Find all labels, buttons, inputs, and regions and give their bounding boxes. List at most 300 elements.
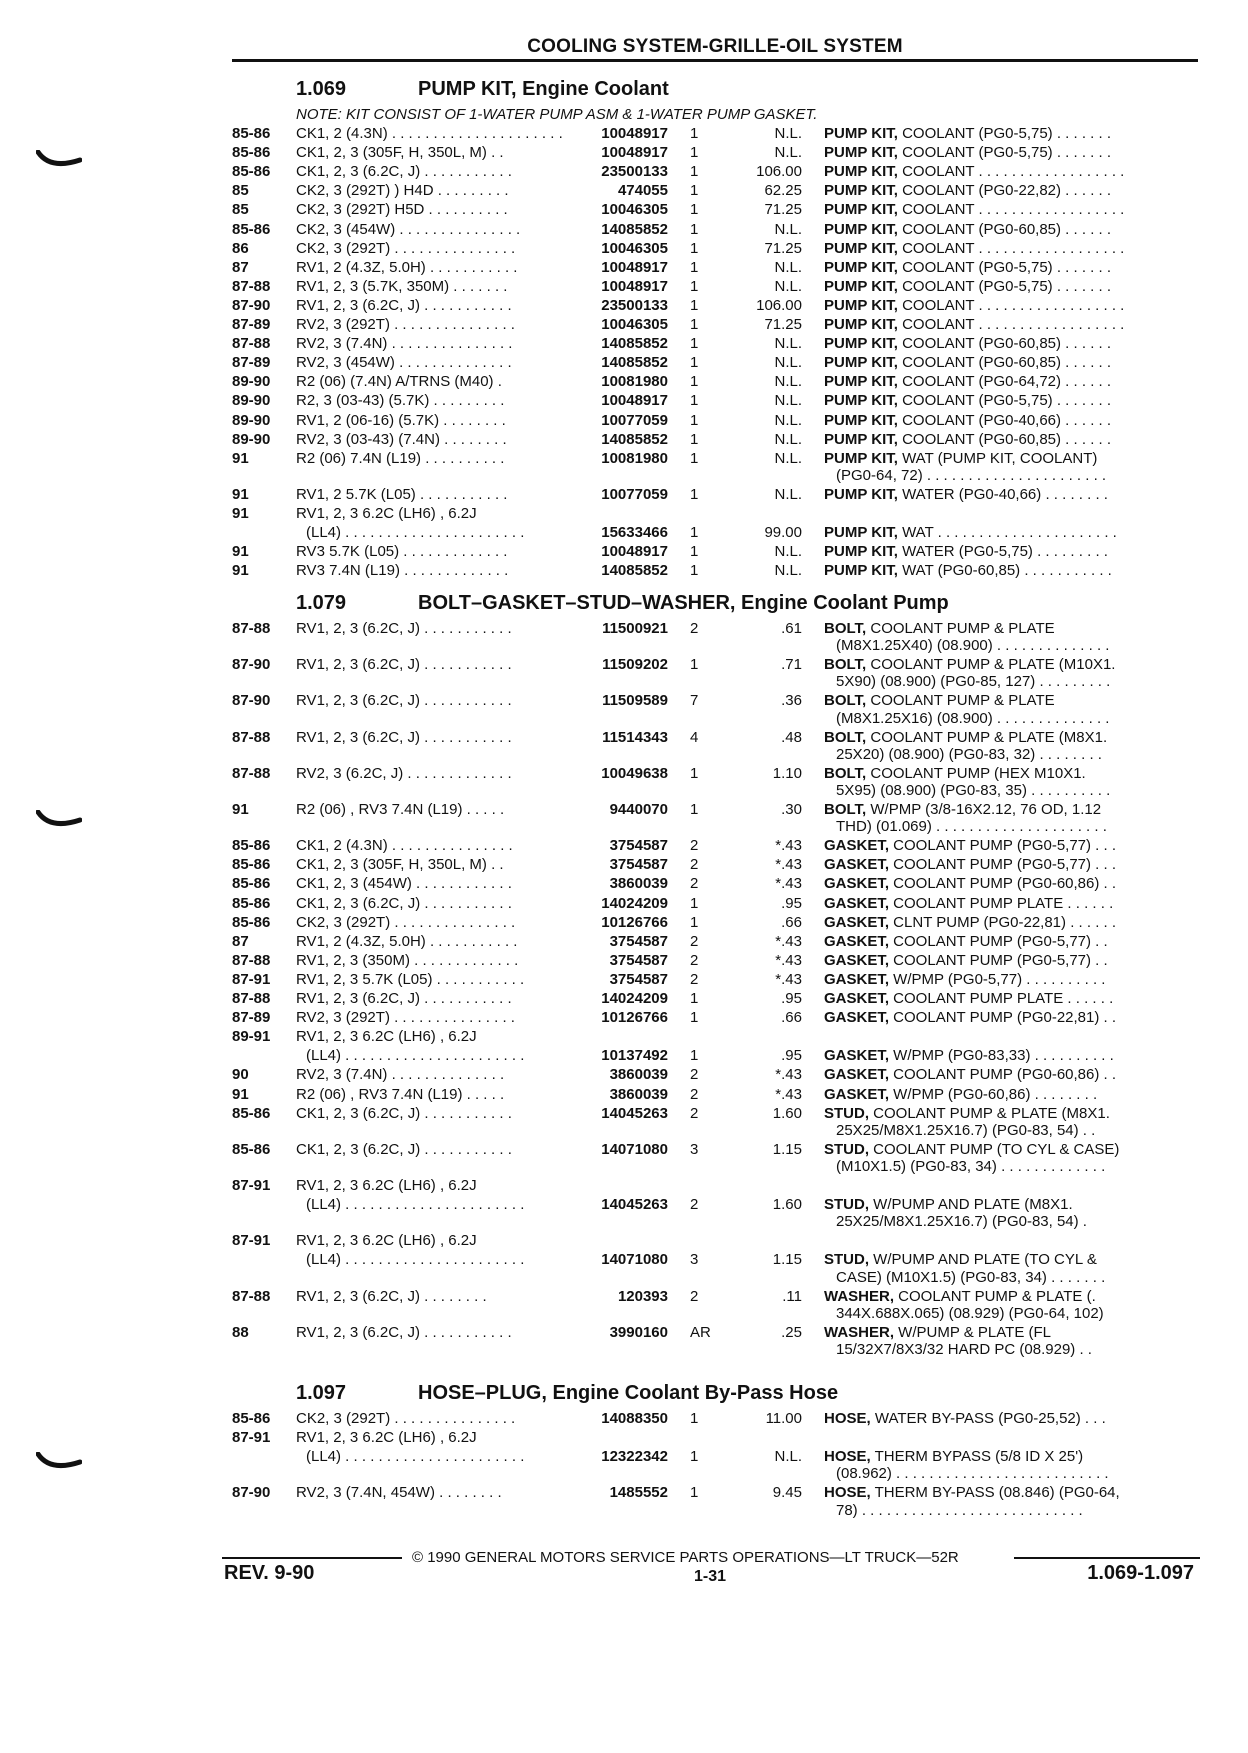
part-number: 14045263 (601, 1104, 668, 1122)
description-detail: W/PUMP AND PLATE (TO CYL & (869, 1251, 1097, 1269)
description (824, 297, 1190, 315)
description-noun: BOLT, (824, 656, 867, 674)
table-row-continued (0, 1448, 1248, 1466)
price: 71.25 (764, 316, 802, 333)
quantity: 1 (690, 562, 699, 580)
model-years: 85-86 (232, 220, 271, 238)
part-number: 14045263 (601, 1196, 668, 1214)
description (824, 1410, 1190, 1428)
description (824, 562, 1190, 580)
model-years: 85-86 (232, 875, 271, 893)
model-years: 87-88 (232, 620, 271, 637)
application: RV1, 2, 3 (6.2C, J) . . . . . . . . . . . (296, 728, 512, 746)
table-row (0, 221, 1248, 239)
application: CK1, 2 (4.3N) . . . . . . . . . . . . . . . . . . . . . (296, 125, 563, 142)
part-number: 23500133 (601, 163, 668, 181)
table-row (0, 543, 1248, 561)
description-noun: STUD, (824, 1251, 869, 1269)
table-row (0, 335, 1248, 353)
price: *.43 (775, 1085, 802, 1103)
part-number: 474055 (617, 182, 668, 200)
description-detail: COOLANT PUMP (HEX M10X1. (866, 764, 1086, 782)
description-noun: GASKET, (824, 837, 890, 855)
application: RV1, 2, 3 6.2C (LH6) , 6.2J (296, 1028, 477, 1046)
price: *.43 (775, 856, 802, 874)
description (824, 221, 1190, 239)
table-row (0, 431, 1248, 449)
model-years: 87-88 (232, 728, 271, 746)
table-row (0, 240, 1248, 258)
description (824, 1047, 1190, 1065)
description-detail: COOLANT (PG0-60,85) . . . . . . (897, 335, 1112, 353)
description-noun: BOLT, (824, 692, 867, 710)
part-number: 14085852 (601, 335, 668, 353)
part-number: 23500133 (601, 296, 668, 314)
quantity: 2 (690, 951, 699, 969)
quantity: 1 (690, 430, 699, 448)
table-row (0, 895, 1248, 913)
description-detail: WATER BY-PASS (PG0-25,52) . . . (870, 1410, 1106, 1427)
description (824, 729, 1190, 747)
part-number: 12322342 (601, 1448, 668, 1466)
description-noun: GASKET, (824, 913, 890, 931)
price: *.43 (775, 837, 802, 855)
description-detail: WATER (PG0-40,66) . . . . . . . . (897, 485, 1108, 503)
part-number: 9440070 (609, 801, 668, 818)
model-years: 87-90 (232, 1484, 271, 1502)
model-years: 89-90 (232, 430, 271, 448)
description (824, 524, 1190, 542)
application: R2, 3 (03-43) (5.7K) . . . . . . . . . (296, 392, 505, 410)
description-detail: W/PMP (PG0-60,86) . . . . . . . . (889, 1085, 1098, 1103)
model-years: 87-89 (232, 316, 271, 333)
description (824, 450, 1190, 468)
description-detail: THERM BYPASS (5/8 ID X 25') (870, 1448, 1084, 1466)
table-row (0, 692, 1248, 710)
table-row (0, 1009, 1248, 1027)
description (824, 144, 1190, 162)
description-noun: STUD, (824, 1196, 869, 1214)
model-years: 89-90 (232, 392, 271, 410)
part-number: 10137492 (601, 1047, 668, 1065)
page-number: 1-31 (694, 1568, 727, 1585)
description-detail: COOLANT (PG0-22,82) . . . . . . (897, 182, 1112, 200)
table-row (0, 1410, 1248, 1428)
description-noun: PUMP KIT, (824, 220, 898, 238)
description-detail: W/PUMP & PLATE (FL (894, 1323, 1051, 1341)
table-row (0, 801, 1248, 819)
description-noun: GASKET, (824, 1085, 890, 1103)
part-number: 14024209 (601, 894, 668, 912)
model-years: 85 (232, 182, 249, 200)
description-detail: WAT (PUMP KIT, COOLANT) (897, 449, 1098, 467)
model-years: 85-86 (232, 125, 271, 142)
description-detail: COOLANT PUMP (PG0-60,86) . . (889, 1066, 1117, 1084)
model-years: 85-86 (232, 1410, 271, 1427)
description-detail: W/PMP (PG0-5,77) . . . . . . . . . . (889, 970, 1106, 988)
description (824, 316, 1190, 334)
application: RV1, 2, 3 (6.2C, J) . . . . . . . . . . . (296, 1323, 512, 1341)
application: CK1, 2, 3 (6.2C, J) . . . . . . . . . . . (296, 894, 512, 912)
application: RV3 7.4N (L19) . . . . . . . . . . . . . (296, 562, 509, 580)
part-number: 10048917 (601, 144, 668, 162)
model-years: 87-91 (232, 1429, 271, 1447)
model-years: 86 (232, 239, 249, 257)
price: .71 (781, 656, 802, 674)
description-continued: 344X.688X.065) (08.929) (PG0-64, 102) (836, 1304, 1104, 1322)
part-number: 10048917 (601, 392, 668, 410)
part-number: 10126766 (601, 1009, 668, 1027)
price: 106.00 (756, 163, 802, 181)
table-row (0, 1177, 1248, 1195)
revision-label: REV. 9-90 (224, 1562, 315, 1584)
quantity: 1 (690, 411, 699, 429)
quantity: 3 (690, 1140, 699, 1158)
part-number: 10081980 (601, 373, 668, 391)
footer-rule (222, 1557, 402, 1559)
description-detail: COOLANT PUMP (PG0-5,77) . . . (889, 837, 1117, 855)
part-number: 10046305 (601, 239, 668, 257)
table-row (0, 837, 1248, 855)
description-noun: GASKET, (824, 1047, 890, 1065)
description-continued: 25X25/M8X1.25X16.7) (PG0-83, 54) . (836, 1213, 1087, 1231)
model-years: 85-86 (232, 913, 271, 931)
description (824, 1141, 1190, 1159)
price: 71.25 (764, 201, 802, 219)
description-detail: COOLANT PUMP PLATE . . . . . . (889, 894, 1114, 912)
table-row (0, 971, 1248, 989)
model-years: 87-88 (232, 277, 271, 295)
quantity: 2 (690, 1085, 699, 1103)
price: N.L. (774, 562, 802, 580)
description-detail: COOLANT . . . . . . . . . . . . . . . . . . (897, 316, 1125, 333)
price: .66 (781, 913, 802, 931)
quantity: 1 (690, 894, 699, 912)
model-years: 87-88 (232, 951, 271, 969)
table-row (0, 765, 1248, 783)
part-number: 120393 (617, 1287, 668, 1305)
description (824, 373, 1190, 391)
description-detail: COOLANT (PG0-5,75) . . . . . . . (897, 258, 1112, 276)
description-noun: GASKET, (824, 1009, 890, 1027)
price: 71.25 (764, 239, 802, 257)
quantity: 1 (690, 1410, 699, 1427)
quantity: 1 (690, 524, 699, 542)
table-row (0, 1232, 1248, 1250)
application: R2 (06) , RV3 7.4N (L19) . . . . . (296, 801, 505, 818)
price: .66 (781, 1009, 802, 1027)
table-row (0, 316, 1248, 334)
application: RV1, 2 (4.3Z, 5.0H) . . . . . . . . . . . (296, 932, 518, 950)
section-number: 1.079 (296, 592, 347, 614)
description-detail: COOLANT (PG0-5,75) . . . . . . . (897, 392, 1112, 410)
description (824, 163, 1190, 181)
description-detail: W/PMP (PG0-83,33) . . . . . . . . . . (889, 1047, 1114, 1065)
application: CK1, 2, 3 (6.2C, J) . . . . . . . . . . . (296, 1104, 512, 1122)
description-noun: GASKET, (824, 875, 890, 893)
price: .25 (781, 1323, 802, 1341)
description-noun: PUMP KIT, (824, 258, 898, 276)
price: .36 (781, 692, 802, 710)
part-number: 3754587 (609, 932, 668, 950)
quantity: 2 (690, 1066, 699, 1084)
table-row (0, 163, 1248, 181)
part-number: 10046305 (601, 201, 668, 219)
description-continued: (08.962) . . . . . . . . . . . . . . . . . . . . . . . . . . (836, 1465, 1109, 1483)
description-noun: PUMP KIT, (824, 144, 898, 162)
description-noun: WASHER, (824, 1323, 895, 1341)
application: CK1, 2 (4.3N) . . . . . . . . . . . . . . . (296, 837, 513, 855)
description-noun: PUMP KIT, (824, 163, 898, 181)
description (824, 620, 1190, 638)
description-noun: BOLT, (824, 801, 867, 818)
part-number: 14085852 (601, 220, 668, 238)
part-number: 3754587 (609, 856, 668, 874)
description (824, 1448, 1190, 1466)
description (824, 431, 1190, 449)
price: *.43 (775, 970, 802, 988)
quantity: 1 (690, 373, 699, 391)
description-detail: COOLANT (PG0-5,75) . . . . . . . (897, 125, 1112, 142)
application: CK2, 3 (292T) H5D . . . . . . . . . . (296, 201, 508, 219)
description (824, 1105, 1190, 1123)
table-row (0, 875, 1248, 893)
part-number: 14071080 (601, 1140, 668, 1158)
description-detail: COOLANT PUMP (PG0-22,81) . . (889, 1009, 1117, 1027)
description (824, 240, 1190, 258)
model-years: 91 (232, 505, 249, 522)
model-years: 91 (232, 801, 249, 818)
description (824, 656, 1190, 674)
description-detail: COOLANT PUMP (TO CYL & CASE) (869, 1140, 1120, 1158)
model-years: 85-86 (232, 837, 271, 855)
model-years: 91 (232, 562, 249, 580)
application: RV1, 2, 3 (5.7K, 350M) . . . . . . . (296, 277, 508, 295)
description-noun: HOSE, (824, 1484, 871, 1502)
application: RV2, 3 (7.4N) . . . . . . . . . . . . . . . (296, 335, 513, 353)
quantity: 3 (690, 1251, 699, 1269)
description (824, 1196, 1190, 1214)
price: 1.60 (772, 1104, 802, 1122)
quantity: 4 (690, 728, 699, 746)
price: 106.00 (756, 296, 802, 314)
price: .61 (781, 620, 802, 637)
price: 1.10 (772, 764, 802, 782)
application: RV2, 3 (6.2C, J) . . . . . . . . . . . . . (296, 764, 512, 782)
description-detail: COOLANT . . . . . . . . . . . . . . . . . . (897, 201, 1125, 219)
part-number: 10048917 (601, 277, 668, 295)
description-detail: WAT (PG0-60,85) . . . . . . . . . . . (897, 562, 1112, 580)
application: RV1, 2, 3 6.2C (LH6) , 6.2J (296, 1429, 477, 1447)
description (824, 412, 1190, 430)
quantity: 1 (690, 258, 699, 276)
quantity: 1 (690, 239, 699, 257)
part-number: 3860039 (609, 1085, 668, 1103)
description-noun: PUMP KIT, (824, 182, 898, 200)
table-row (0, 933, 1248, 951)
part-number: 10077059 (601, 485, 668, 503)
quantity: 1 (690, 1047, 699, 1065)
model-years: 88 (232, 1323, 249, 1341)
application: CK1, 2, 3 (305F, H, 350L, M) . . (296, 144, 504, 162)
model-years: 87-88 (232, 990, 271, 1007)
application: RV1, 2, 3 (6.2C, J) . . . . . . . . . . . (296, 990, 512, 1007)
model-years: 87-91 (232, 1232, 271, 1250)
description (824, 692, 1190, 710)
description-detail: COOLANT (PG0-60,85) . . . . . . (897, 220, 1112, 238)
quantity: 1 (690, 201, 699, 219)
application: RV1, 2, 3 6.2C (LH6) , 6.2J (296, 1177, 477, 1194)
description (824, 259, 1190, 277)
part-number: 3754587 (609, 951, 668, 969)
model-years: 87-91 (232, 970, 271, 988)
part-number: 14071080 (601, 1251, 668, 1269)
description (824, 486, 1190, 504)
table-row (0, 1288, 1248, 1306)
table-row (0, 486, 1248, 504)
price: N.L. (774, 373, 802, 391)
description-detail: CLNT PUMP (PG0-22,81) . . . . . . (889, 913, 1117, 931)
description-detail: COOLANT PUMP & PLATE (. (894, 1287, 1096, 1305)
quantity: 2 (690, 620, 699, 637)
application: CK2, 3 (454W) . . . . . . . . . . . . . . . (296, 220, 521, 238)
description-noun: PUMP KIT, (824, 430, 898, 448)
price: N.L. (774, 485, 802, 503)
description-detail: COOLANT PUMP (PG0-5,77) . . (889, 932, 1108, 950)
description (824, 1324, 1190, 1342)
part-number: 10077059 (601, 411, 668, 429)
model-years: 85-86 (232, 163, 271, 181)
description (824, 125, 1190, 143)
description-noun: GASKET, (824, 970, 890, 988)
price: .95 (781, 894, 802, 912)
quantity: 1 (690, 543, 699, 561)
price: 9.45 (772, 1484, 802, 1502)
description-detail: THERM BY-PASS (08.846) (PG0-64, (870, 1484, 1120, 1502)
section-heading (296, 78, 669, 102)
price: .30 (781, 801, 802, 818)
model-years: 87-88 (232, 335, 271, 353)
description-detail: WAT . . . . . . . . . . . . . . . . . . . . . . (897, 524, 1117, 542)
model-years: 85-86 (232, 1140, 271, 1158)
section-number: 1.069 (296, 78, 347, 100)
part-number: 10048917 (601, 258, 668, 276)
table-row (0, 182, 1248, 200)
description-noun: PUMP KIT, (824, 524, 898, 542)
table-row (0, 1141, 1248, 1159)
quantity: 1 (690, 182, 699, 200)
description-detail: COOLANT (PG0-60,85) . . . . . . (897, 354, 1112, 372)
part-number: 3990160 (609, 1323, 668, 1341)
part-number: 10048917 (601, 125, 668, 142)
price: *.43 (775, 875, 802, 893)
part-number: 11509202 (602, 656, 668, 674)
description-noun: HOSE, (824, 1448, 871, 1466)
model-years: 87-89 (232, 354, 271, 372)
model-years: 87 (232, 932, 249, 950)
description-detail: COOLANT . . . . . . . . . . . . . . . . . . (897, 296, 1125, 314)
table-row (0, 392, 1248, 410)
application-continued: (LL4) . . . . . . . . . . . . . . . . . . . . . . (306, 524, 525, 542)
price: .11 (782, 1287, 802, 1305)
table-row (0, 297, 1248, 315)
quantity: 1 (690, 125, 699, 142)
table-row (0, 620, 1248, 638)
description (824, 182, 1190, 200)
table-row (0, 278, 1248, 296)
model-years: 91 (232, 1085, 249, 1103)
model-years: 87-88 (232, 1287, 271, 1305)
price: N.L. (774, 430, 802, 448)
price: N.L. (774, 125, 802, 142)
model-years: 85-86 (232, 1104, 271, 1122)
quantity: 2 (690, 875, 699, 893)
description-noun: PUMP KIT, (824, 485, 898, 503)
part-number: 10049638 (601, 764, 668, 782)
model-years: 87-91 (232, 1177, 271, 1194)
table-row (0, 412, 1248, 430)
model-years: 87 (232, 258, 249, 276)
model-years: 90 (232, 1066, 249, 1084)
description (824, 278, 1190, 296)
section-title: HOSE–PLUG, Engine Coolant By-Pass Hose (418, 1382, 839, 1404)
part-number: 3860039 (609, 875, 668, 893)
description-detail: W/PMP (3/8-16X2.12, 76 OD, 1.12 (866, 801, 1102, 818)
description-noun: PUMP KIT, (824, 201, 898, 219)
application: RV2, 3 (03-43) (7.4N) . . . . . . . . (296, 430, 507, 448)
description-detail: COOLANT PUMP & PLATE (M8X1. (866, 728, 1108, 746)
application: RV1, 2, 3 (6.2C, J) . . . . . . . . . . . (296, 656, 512, 674)
part-number: 10081980 (601, 449, 668, 467)
price: *.43 (775, 932, 802, 950)
price: N.L. (774, 144, 802, 162)
quantity: 1 (690, 990, 699, 1007)
description (824, 335, 1190, 353)
description-continued: THD) (01.069) . . . . . . . . . . . . . . . . . . . . . (836, 818, 1107, 836)
table-row (0, 856, 1248, 874)
description-noun: GASKET, (824, 990, 890, 1007)
description (824, 1484, 1190, 1502)
application: RV2, 3 (292T) . . . . . . . . . . . . . . . (296, 1009, 515, 1027)
part-number: 11500921 (602, 620, 668, 637)
description-noun: PUMP KIT, (824, 277, 898, 295)
model-years: 85-86 (232, 856, 271, 874)
description-detail: COOLANT PUMP PLATE . . . . . . (889, 990, 1114, 1007)
application: RV1, 2, 3 (6.2C, J) . . . . . . . . . . . (296, 620, 512, 637)
description (824, 933, 1190, 951)
price: N.L. (774, 392, 802, 410)
section-heading (296, 592, 949, 616)
model-years: 87-90 (232, 296, 271, 314)
price: 99.00 (764, 524, 802, 542)
section-number: 1.097 (296, 1382, 347, 1404)
description (824, 971, 1190, 989)
model-years: 87-90 (232, 656, 271, 674)
quantity: 1 (690, 1484, 699, 1502)
table-row (0, 354, 1248, 372)
description-noun: PUMP KIT, (824, 296, 898, 314)
price: N.L. (774, 220, 802, 238)
table-row-continued (0, 524, 1248, 542)
quantity: 1 (690, 449, 699, 467)
application: CK2, 3 (292T) . . . . . . . . . . . . . . . (296, 239, 516, 257)
description-continued: 15/32X7/8X3/32 HARD PC (08.929) . . (836, 1340, 1092, 1358)
quantity: 1 (690, 392, 699, 410)
description-noun: BOLT, (824, 764, 867, 782)
description (824, 765, 1190, 783)
price: 62.25 (764, 182, 802, 200)
description (824, 895, 1190, 913)
